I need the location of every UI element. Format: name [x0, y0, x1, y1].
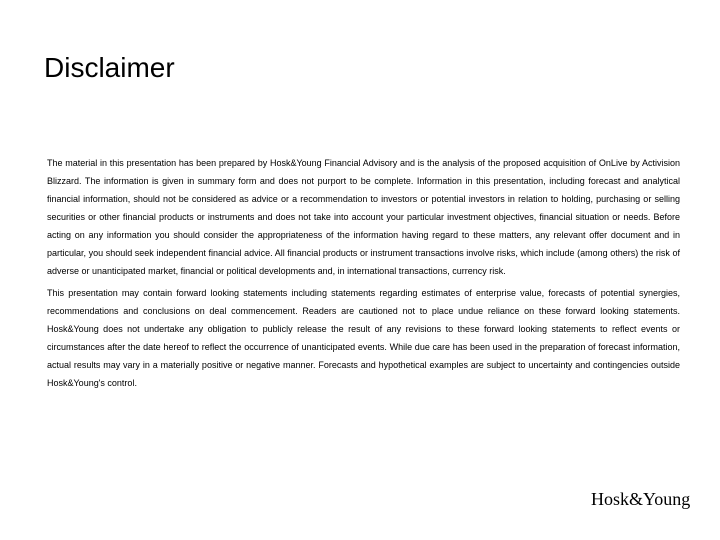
- disclaimer-body: [47, 154, 680, 392]
- disclaimer-paragraph-2: This presentation may contain forward looking statements including statements regarding estimates of enterprise value, forecasts of potential synergies, recommendations and conclusions on deal commencement. Readers are cautioned not to place undue reliance on these forward looking statements. Hosk&Young does not undertake any obligation to publicly release the result of any revisions to these forward looking statements to reflect events or circumstances after the date hereof to reflect the occurrence of unanticipated events. While due care has been used in the preparation of forecast information, actual results may vary in a materially positive or negative manner. Forecasts and hypothetical examples are subject to uncertainty and contingencies outside Hosk&Young's control.: [47, 288, 680, 388]
- company-logo: Hosk&Young: [591, 489, 691, 509]
- page-title: Disclaimer: [44, 52, 175, 83]
- disclaimer-paragraph-1: The material in this presentation has been prepared by Hosk&Young Financial Advisory and is the analysis of the proposed acquisition of OnLive by Activision Blizzard. The information is given in summary form and does not purport to be complete. Information in this presentation, including forecast and analytical financial information, should not be considered as advice or a recommendation to investors or potential investors in relation to holding, purchasing or selling securities or other financial products or instruments and does not take into account your particular investment objectives, financial situation or needs. Before acting on any information you should consider the appropriateness of the information having regard to these matters, any relevant offer document and in particular, you should seek independent financial advice. All financial products or instrument transactions involve risks, which include (among others) the risk of adverse or unanticipated market, financial or political developments and, in international transactions, currency risk.: [47, 158, 680, 276]
